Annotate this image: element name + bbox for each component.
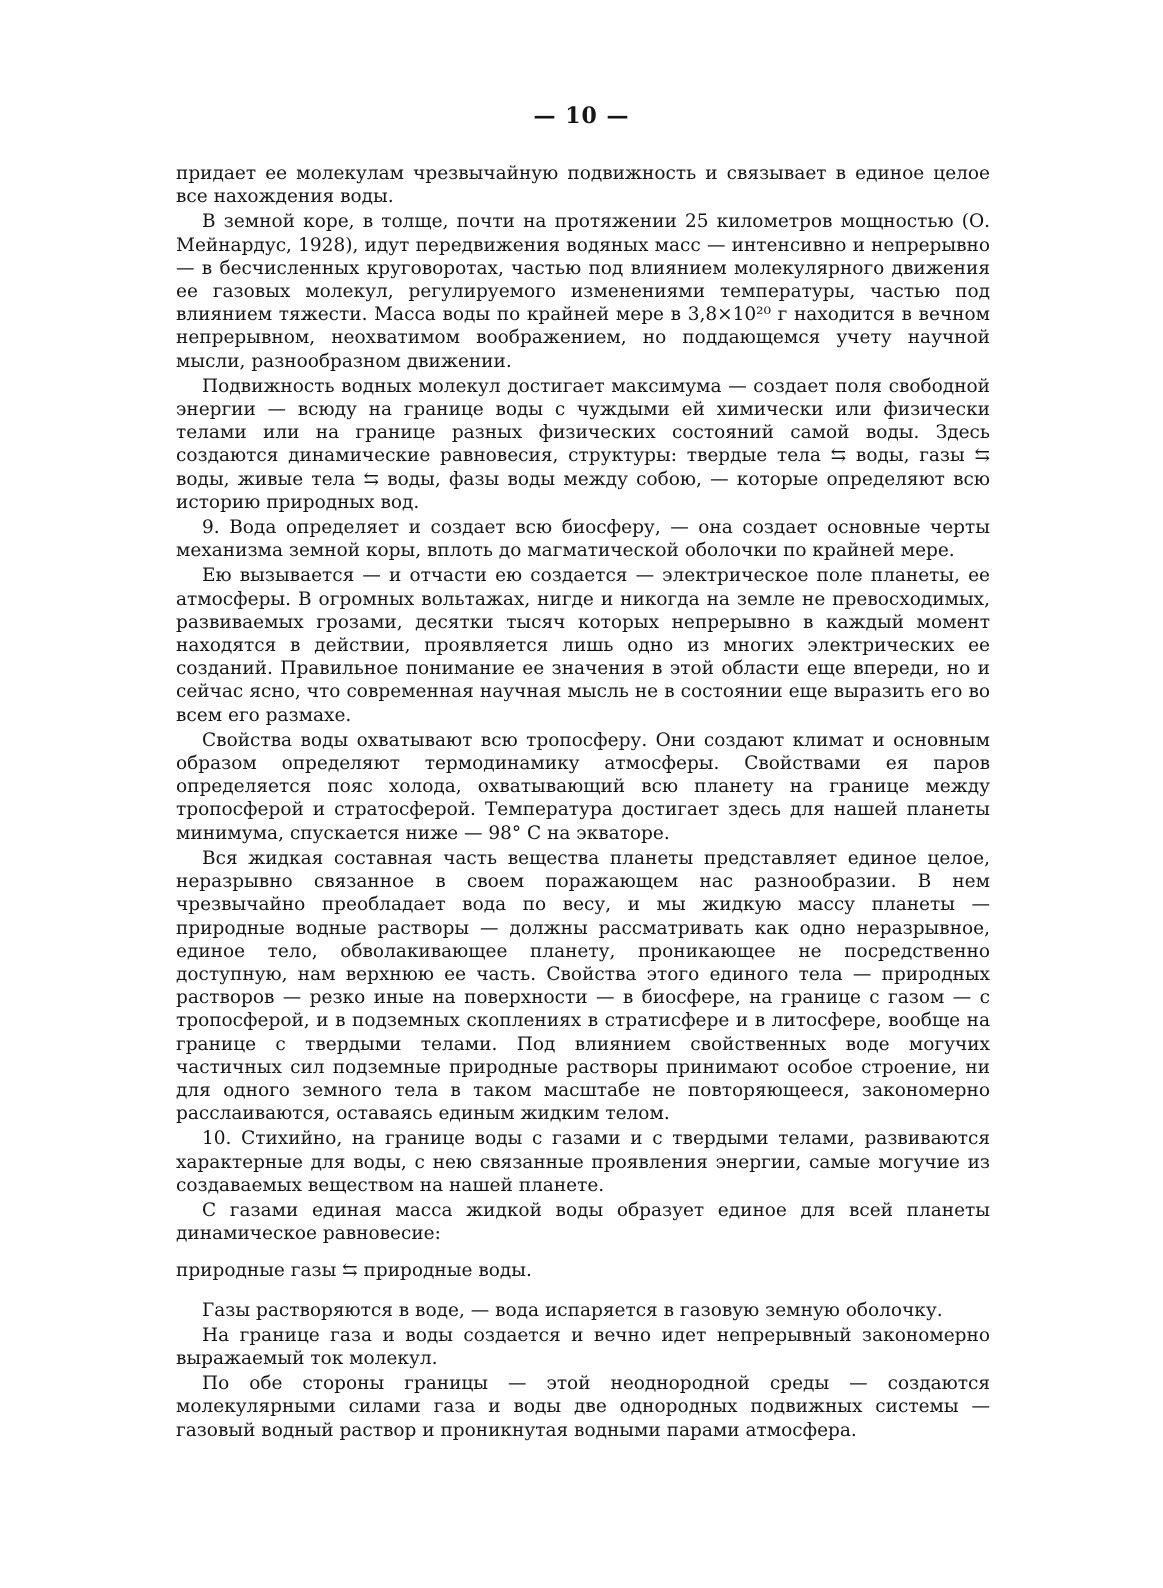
paragraph-9: С газами единая масса жидкой воды образует единое для всей планеты динамическое равновесие:	[176, 1199, 990, 1245]
paragraph-7: Вся жидкая составная часть вещества планеты представляет единое целое, неразрывно связанное в своем поражающем нас разнообразии. В нем чрезвычайно преобладает вода по весу, и мы жидкую массу планеты — природные водные растворы — должны рассматривать как одно неразрывное, единое тело, обволакивающее планету, проникающее не посредственно доступную, нам верхнюю ее часть. Свойства этого единого тела — природных растворов — резко иные на поверхности — в биосфере, на границе с газом — с тропосферой, и в подземных скоплениях в стратисфере и в литосфере, вообще на границе с твердыми телами. Под влиянием свойственных воде могучих частичных сил подземные природные растворы принимают особое строение, ни для одного земного тела в таком масштабе не повторяющееся, закономерно расслаиваются, оставаясь единым жидким телом.	[176, 847, 990, 1125]
paragraph-10: Газы растворяются в воде, — вода испаряется в газовую земную оболочку.	[202, 1299, 943, 1321]
paragraph-2: В земной коре, в толще, почти на протяжении 25 километров мощностью (О. Мейнардус, 1928), идут передвижения водяных масс — интенсивно и непрерывно — в бесчисленных круговоротах, частью под влиянием молекулярного движения ее газовых молекул, регулируемого изменениями температуры, частью под влиянием тяжести. Масса воды по крайней мере в 3,8×10²⁰ г находится в вечном непрерывном, неохватимом воображением, но поддающемся учету научной мысли, разнообразном движении.	[176, 211, 990, 372]
paragraph-3: Подвижность водных молекул достигает максимума — создает поля свободной энергии — всюду на границе воды с чуждыми ей химически или физически телами или на границе разных физических состояний самой воды. Здесь создаются динамические равновесия, структуры: твердые тела ⇆ воды, газы ⇆ воды, живые тела ⇆ воды, фазы воды между собою, — которые определяют всю историю природных вод.	[176, 375, 990, 513]
page-number: — 10 —	[533, 103, 630, 129]
paragraph-4: 9. Вода определяет и создает всю биосферу, — она создает основные черты механизма земной коры, вплоть до магматической оболочки по крайней мере.	[176, 517, 990, 562]
paragraph-8: 10. Стихийно, на границе воды с газами и с твердыми телами, развиваются характерные для воды, с нею связанные проявления энергии, самые могучие из создаваемых веществом на нашей планете.	[176, 1128, 990, 1196]
paragraph-12: По обе стороны границы — этой неоднородной среды — создаются молекулярными силами газа и воды две однородных подвижных системы — газовый водный раствор и проникнутая водными парами атмосфера.	[176, 1373, 990, 1441]
paragraph-1: придает ее молекулам чрезвычайную подвижность и связывает в единое целое все нахождения воды.	[176, 163, 990, 208]
paragraph-11: На границе газа и воды создается и вечно идет непрерывный закономерно выражаемый ток молекул.	[176, 1324, 990, 1369]
paragraph-6: Свойства воды охватывают всю тропосферу. Они создают климат и основным образом определяют термодинамику атмосферы. Свойствами ея паров определяется пояс холода, охватывающий всю планету на границе между тропосферой и стратосферой. Температура достигает здесь для нашей планеты минимума, спускается ниже — 98° С на экваторе.	[176, 729, 990, 844]
equilibrium-formula: природные газы ⇆ природные воды.	[176, 1260, 532, 1282]
body-text	[176, 162, 990, 1444]
paragraph-5: Ею вызывается — и отчасти ею создается — электрическое поле планеты, ее атмосферы. В огромных вольтажах, нигде и никогда на земле не превосходимых, развиваемых грозами, десятки тысяч которых непрерывно в каждый момент находятся в действии, проявляется лишь одно из многих электрических ее созданий. Правильное понимание ее значения в этой области еще впереди, но и сейчас ясно, что современная научная мысль не в состоянии еще выразить его во всем его размахе.	[176, 565, 990, 726]
